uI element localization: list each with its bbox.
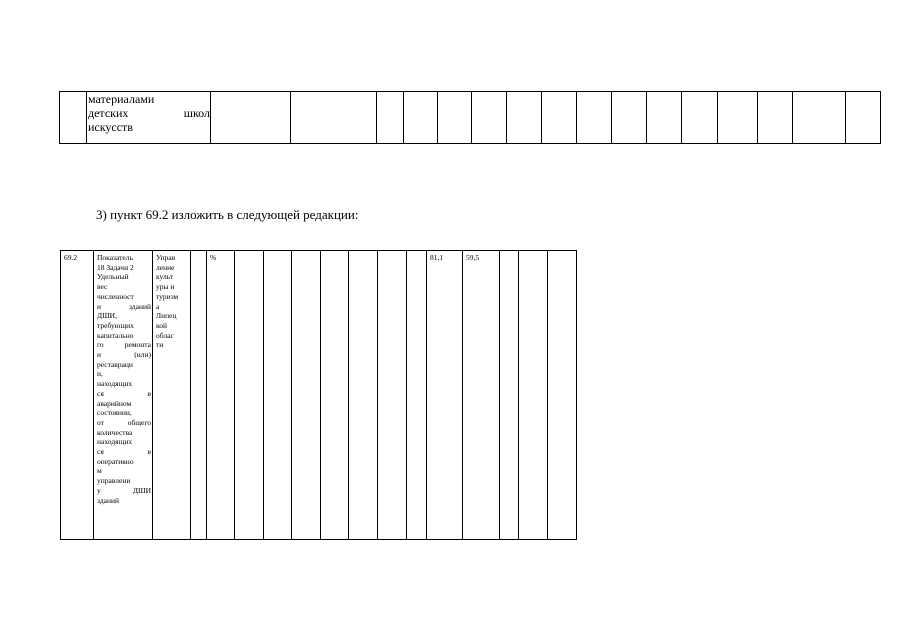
table-cell [191,251,207,540]
table-cell [472,92,507,144]
cell-line: управлени [97,476,131,486]
table-cell [211,92,291,144]
table-cell [500,251,519,540]
table-cell [542,92,577,144]
table-cell [349,251,378,540]
table-cell [758,92,793,144]
table-cell [291,92,377,144]
table-cell-text [87,92,211,144]
table-cell [519,251,548,540]
cell-line: материалами [88,92,155,106]
row-number: 69.2 [61,251,94,540]
table-cell [377,92,404,144]
indicator-cell [94,251,153,540]
table-cell [682,92,718,144]
cell-line: кой [156,320,168,330]
cell-line: культ [156,272,174,282]
cell-line: находящих [97,379,133,389]
table-cell [235,251,264,540]
cell-line: численност [97,291,134,301]
cell-line-justified: детских школ [88,106,210,120]
cell-line: оперативно [97,456,134,466]
table-cell [718,92,758,144]
cell-line: 18 Задачи 2 [97,262,134,272]
cell-line: состоянии, [97,408,132,418]
cell-line: реставраци [97,359,133,369]
cell-line: го ремонта [97,340,151,350]
table-cell [577,92,612,144]
table-cell [793,92,846,144]
cell-line: туризм [156,291,179,301]
cell-line: капитально [97,330,134,340]
cell-line: ДШИ, [97,311,117,321]
cell-line: находящих [97,437,133,447]
table-cell [60,92,87,144]
value-cell-2: 59,5 [463,251,500,540]
table-row [61,251,577,540]
cell-line: и, [97,369,103,379]
instruction-text: 3) пункт 69.2 изложить в следующей редакции: [96,207,359,222]
table-cell [438,92,472,144]
responsible-cell [153,251,191,540]
cell-line: а [156,301,160,311]
cell-line: Удельный [97,272,129,282]
cell-line: уры и [156,282,175,292]
cell-line: и зданий [97,301,151,311]
table-cell [264,251,292,540]
cell-line: Управ [156,253,176,262]
cell-line: вес [97,282,108,292]
cell-line: ся в [97,388,151,398]
cell-line: ление [156,262,175,272]
cell-line: аварийном [97,398,132,408]
cell-line: количества [97,427,133,437]
table-cell [548,251,577,540]
table-cell [321,251,349,540]
unit-cell: % [207,251,235,540]
cell-line: Показатель [97,253,133,262]
table-cell [404,92,438,144]
table-row [60,92,881,144]
cell-line: у ДШИ [97,485,151,495]
table-cell [292,251,321,540]
value-cell-1: 81,1 [427,251,463,540]
table-cell [846,92,881,144]
cell-line: требующих [97,320,134,330]
cell-line: зданий [97,495,120,505]
cell-line: м [97,466,102,476]
cell-line: ти [156,340,164,350]
cell-line: облас [156,330,174,340]
top-table [59,91,881,144]
table-cell [378,251,407,540]
cell-line: Липец [156,311,177,321]
table-cell [407,251,427,540]
cell-line: ся в [97,447,151,457]
table-cell [612,92,647,144]
cell-line: от общего [97,417,151,427]
cell-line: искусств [88,120,133,134]
main-table [60,250,577,540]
table-cell [647,92,682,144]
table-cell [507,92,542,144]
cell-line: и (или) [97,350,151,360]
